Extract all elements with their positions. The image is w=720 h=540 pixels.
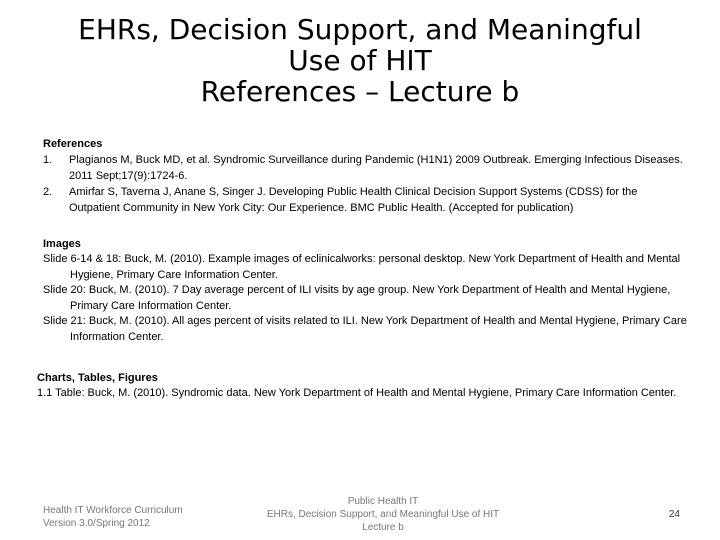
title-line-3: References – Lecture b bbox=[200, 75, 520, 108]
image-credit: Slide 6-14 & 18: Buck, M. (2010). Example images of eclinicalworks: personal desktop. New York Department of Health and Mental Hygiene, Primary Care Information Center. bbox=[43, 253, 681, 281]
image-credit: Slide 21: Buck, M. (2010). All ages percent of visits related to ILI. New York Department of Health and Mental Hygiene, Primary Care Information Center. bbox=[43, 315, 687, 343]
footer-left-line-1: Health IT Workforce Curriculum bbox=[43, 505, 183, 516]
images-heading: Images bbox=[43, 238, 81, 250]
footer-curriculum bbox=[43, 504, 183, 530]
footer-center-line-2: EHRs, Decision Support, and Meaningful Use of HIT bbox=[266, 509, 500, 520]
footer-left-line-2: Version 3.0/Spring 2012 bbox=[43, 518, 150, 529]
page-number: 24 bbox=[668, 509, 680, 520]
footer-center-line-1: Public Health IT bbox=[347, 496, 419, 507]
reference-text: Amirfar S, Taverna J, Anane S, Singer J. Developing Public Health Clinical Decision Support Systems (CDSS) for the Outpatient Community in New York City: Our Experience. BMC Public Health. (Accepted for publication) bbox=[69, 186, 638, 214]
references-heading: References bbox=[43, 138, 103, 150]
reference-text: Plagianos M, Buck MD, et al. Syndromic Surveillance during Pandemic (H1N1) 2009 Outbreak. Emerging Infectious Diseases. 2011 Sept;17(9):1724-6. bbox=[69, 154, 683, 182]
image-credit: Slide 20: Buck, M. (2010). 7 Day average percent of ILI visits by age group. New York Department of Health and Mental Hygiene, Primary Care Information Center. bbox=[43, 284, 671, 312]
images-section bbox=[43, 236, 688, 345]
slide-title bbox=[0, 14, 720, 107]
references-section bbox=[43, 136, 683, 216]
reference-item bbox=[43, 152, 683, 184]
chart-credit: 1.1 Table: Buck, M. (2010). Syndromic data. New York Department of Health and Mental Hygiene, Primary Care Information Center. bbox=[37, 387, 677, 399]
charts-heading: Charts, Tables, Figures bbox=[37, 372, 158, 384]
title-line-1: EHRs, Decision Support, and Meaningful bbox=[78, 13, 642, 46]
reference-item bbox=[43, 184, 683, 216]
footer-center-line-3: Lecture b bbox=[362, 522, 404, 533]
charts-section bbox=[37, 370, 687, 402]
title-line-2: Use of HIT bbox=[288, 44, 432, 77]
footer-course bbox=[250, 495, 516, 534]
reference-number: 1. bbox=[43, 154, 53, 166]
reference-number: 2. bbox=[43, 186, 53, 198]
